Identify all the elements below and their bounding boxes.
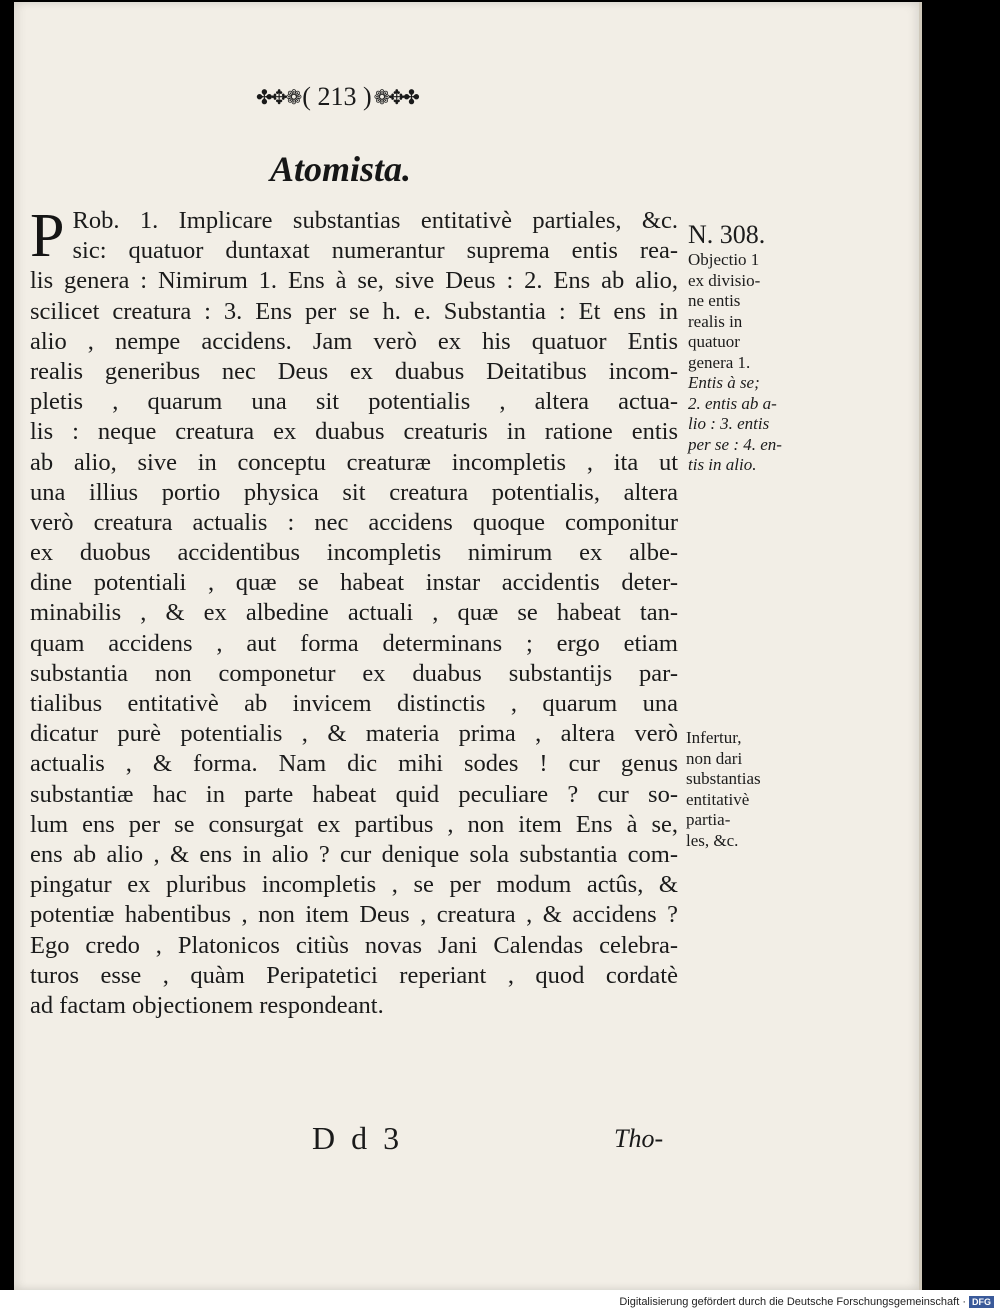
text-line: ens ab alio , & ens in alio ? cur denique sola substantia com-: [30, 840, 678, 868]
signature-mark: D d 3: [312, 1120, 404, 1156]
text-line: substantiæ hac in parte habeat quid peculiare ? cur so-: [30, 780, 678, 808]
text-line: minabilis , & ex albedine actuali , quæ se habeat tan-: [30, 599, 678, 627]
margin-line: Infertur,: [686, 728, 742, 747]
margin-line: Objectio 1: [688, 250, 760, 269]
margin-line: non dari: [686, 748, 743, 768]
text-line: pletis , quarum una sit potentialis , altera actua-: [30, 388, 678, 416]
margin-line: ex divisio-: [688, 270, 761, 290]
text-line: dine potentiali , quæ se habeat instar accidentis deter-: [30, 569, 678, 597]
ornament-right-icon: ❁✥✤: [373, 86, 418, 109]
text-line: potentiæ habentibus , non item Deus , creatura , & accidens ?: [30, 901, 678, 929]
text-line: ab alio, sive in conceptu creaturæ incompletis , ita ut: [30, 448, 678, 476]
margin-note-objection: [688, 220, 798, 476]
text-line: lum ens per se consurgat ex partibus , non item Ens à se,: [30, 810, 678, 838]
margin-line: substantias: [686, 769, 761, 788]
margin-line: les, &c.: [686, 830, 739, 850]
text-line: una illius portio physica sit creatura potentialis, altera: [30, 478, 678, 506]
margin-line: entitativè: [686, 789, 750, 809]
text-line: turos esse , quàm Peripatetici reperiant , quod cordatè: [30, 961, 678, 989]
text-line: sic: quatuor duntaxat numerantur suprema entis rea-: [72, 237, 678, 265]
running-header: [256, 82, 466, 112]
margin-line: quatuor: [688, 332, 740, 351]
drop-cap: P: [30, 202, 65, 270]
text-line: quam accidens , aut forma determinans ; ergo etiam: [30, 629, 678, 657]
page-number: ( 213 ): [302, 82, 372, 111]
text-line: lis genera : Nimirum 1. Ens à se, sive Deus : 2. Ens ab alio,: [30, 267, 678, 295]
text-line: ad factam objectionem respondeant.: [30, 991, 384, 1019]
text-line: alio , nempe accidens. Jam verò ex his quatuor Entis: [30, 327, 678, 355]
catchword: Tho-: [614, 1124, 664, 1153]
paragraph-number: N. 308.: [688, 220, 766, 249]
text-line: realis generibus nec Deus ex duabus Deitatibus incom-: [30, 357, 678, 385]
text-line: tialibus entitativè ab invicem distinctis , quarum una: [30, 690, 678, 717]
margin-line: realis in: [688, 311, 743, 331]
margin-line: per se : 4. en-: [688, 434, 782, 454]
margin-line: ne entis: [688, 291, 741, 310]
digitization-footer: [619, 1296, 994, 1308]
text-line: dicatur purè potentialis , & materia prima , altera verò: [30, 720, 678, 748]
margin-line: Entis à se;: [688, 373, 760, 392]
margin-line: genera 1.: [688, 352, 751, 372]
text-line: pingatur ex pluribus incompletis , se per modum actûs, &: [30, 871, 678, 899]
margin-line: tis in alio.: [688, 455, 757, 474]
margin-line: partia-: [686, 810, 731, 829]
text-line: verò creatura actualis : nec accidens quoque componitur: [30, 508, 678, 536]
dfg-logo-icon: DFG: [969, 1296, 994, 1308]
text-line: ex duobus accidentibus incompletis nimirum ex albe-: [30, 539, 678, 567]
margin-line: 2. entis ab a-: [688, 393, 777, 413]
margin-note-inference: [686, 728, 786, 851]
section-title: Atomista.: [270, 149, 412, 189]
text-line: substantia non componetur ex duabus substantijs par-: [30, 659, 678, 687]
margin-line: lio : 3. entis: [688, 414, 770, 433]
text-line: Ego credo , Platonicos citiùs novas Jani Calendas celebra-: [30, 931, 678, 959]
ornament-left-icon: ✤✥❁: [256, 86, 301, 109]
main-text: [30, 202, 678, 1021]
text-line: lis : neque creatura ex duabus creaturis in ratione entis: [30, 418, 678, 446]
footer-text: Digitalisierung gefördert durch die Deutsche Forschungsgemeinschaft ·: [619, 1296, 966, 1308]
text-line: Rob. 1. Implicare substantias entitativè partiales, &c.: [72, 207, 678, 234]
text-line: actualis , & forma. Nam dic mihi sodes ! cur genus: [30, 750, 678, 778]
text-line: scilicet creatura : 3. Ens per se h. e. Substantia : Et ens in: [30, 297, 678, 325]
